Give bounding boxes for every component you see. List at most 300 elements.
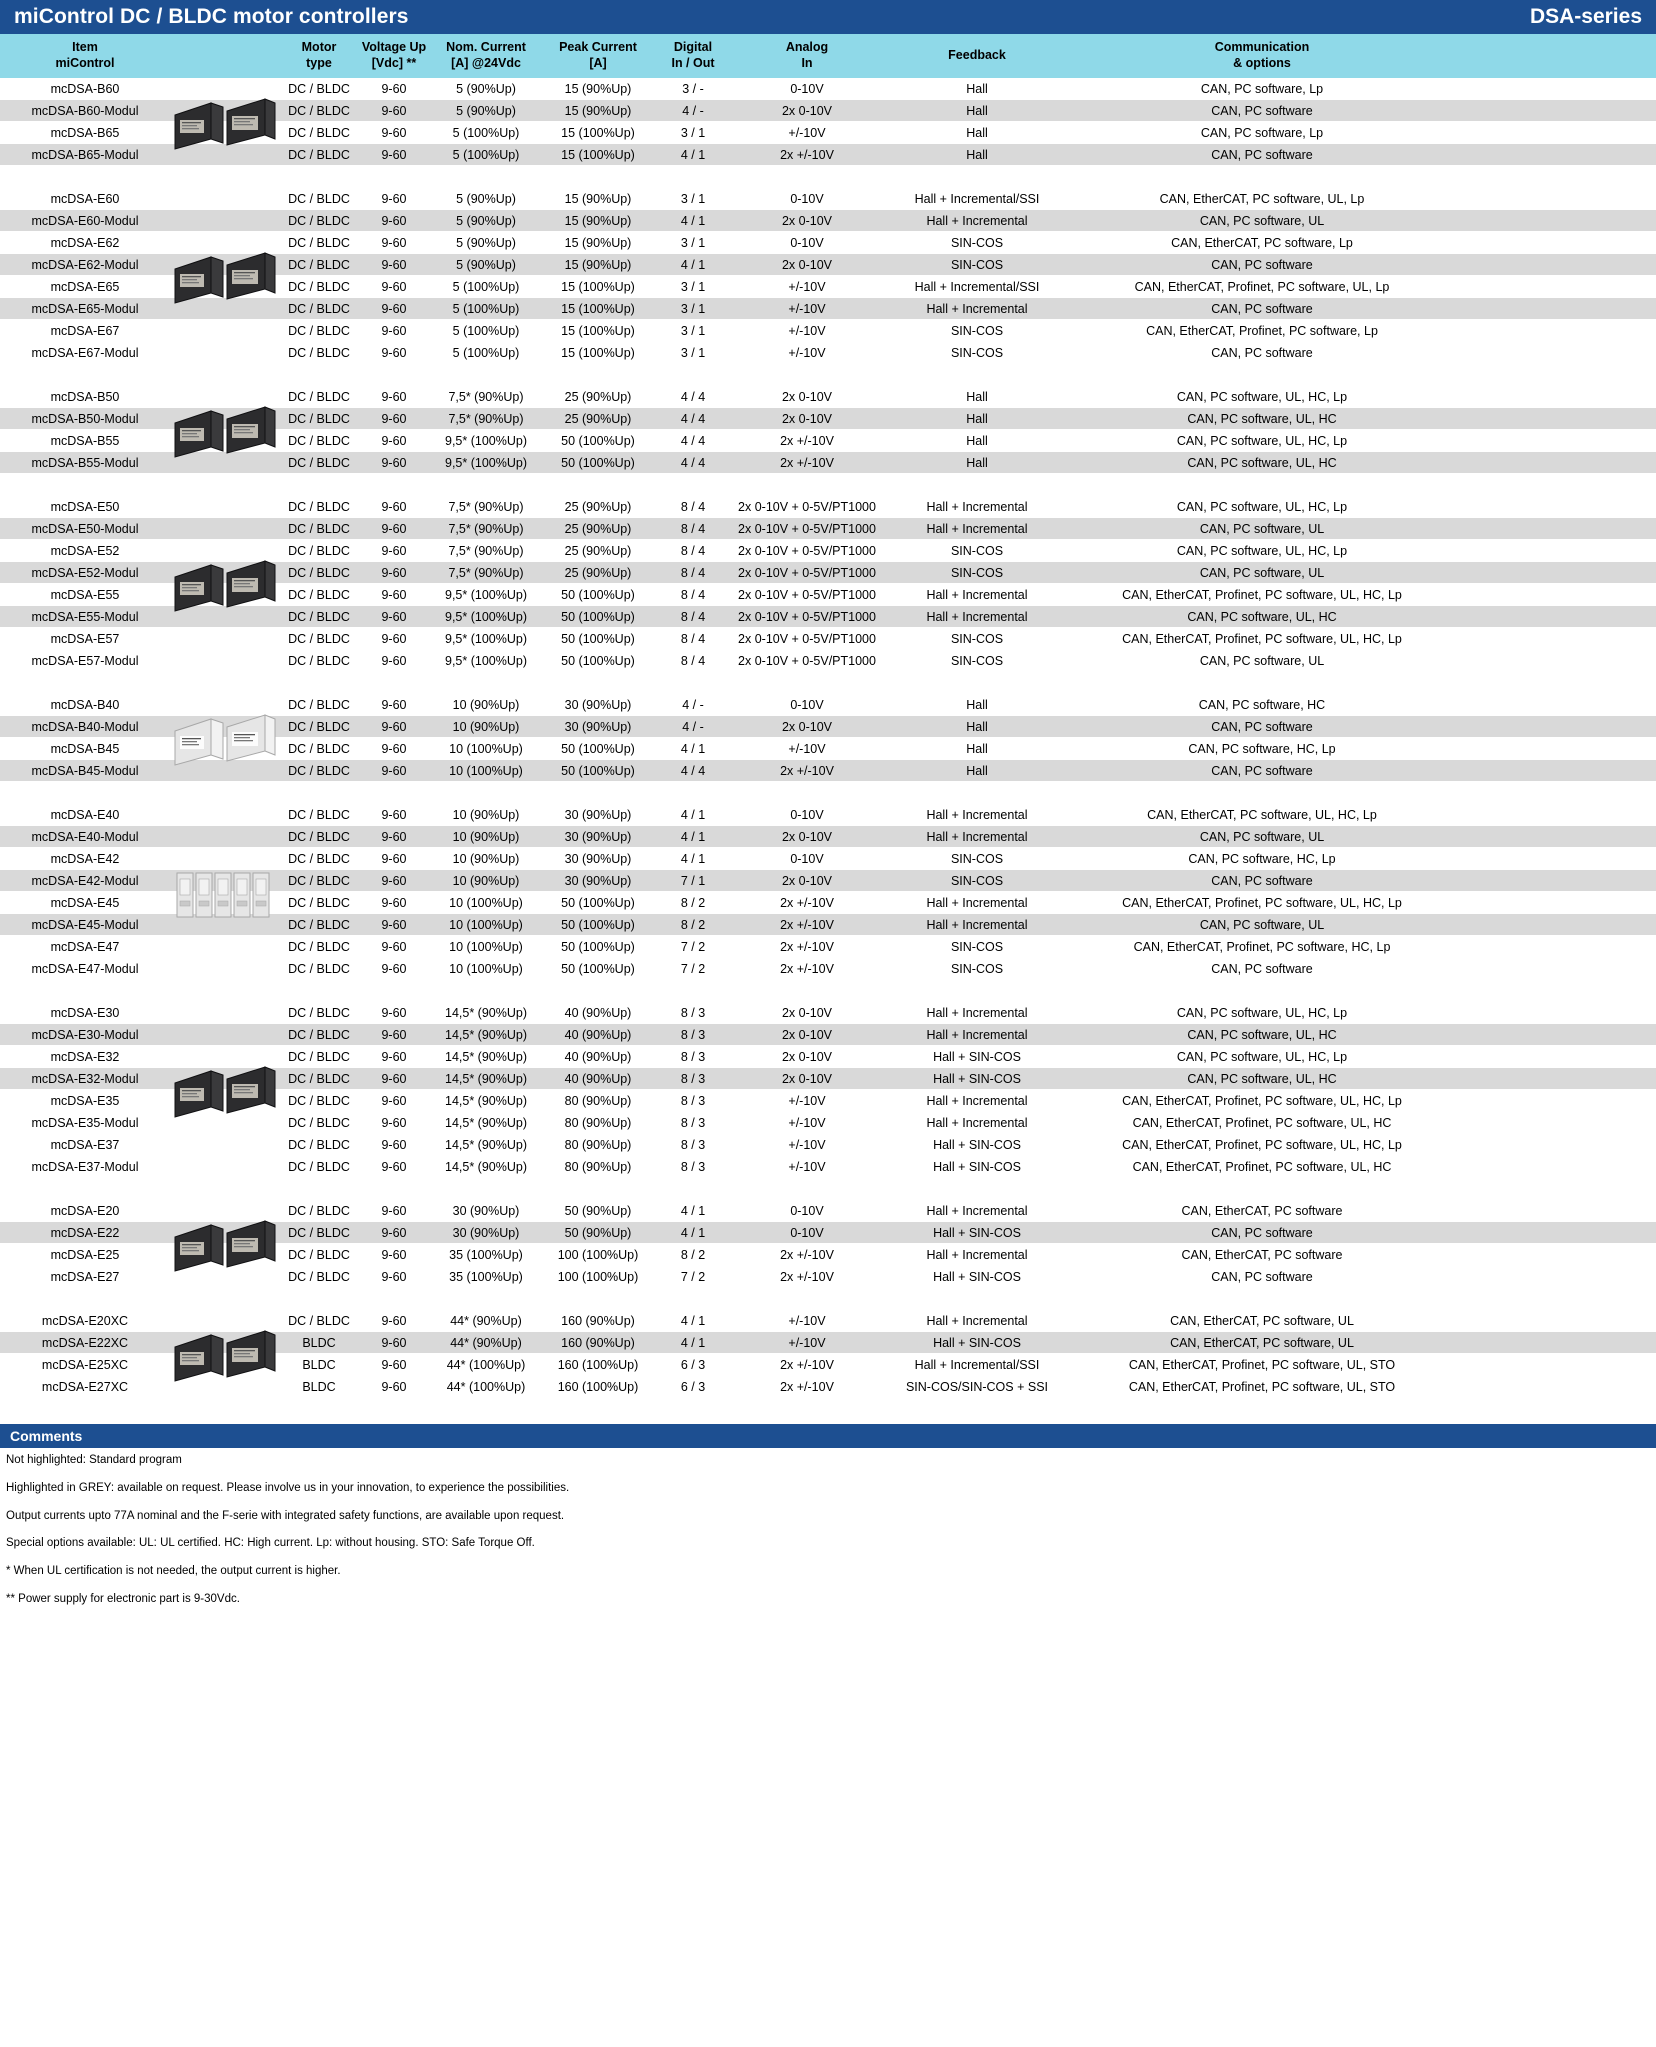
cell-feedback: Hall: [966, 147, 988, 162]
cell-feedback: Hall: [966, 81, 988, 96]
cell-digital-io: 8 / 4: [680, 631, 706, 646]
cell-digital-io: 4 / 1: [680, 257, 706, 272]
table-row[interactable]: [0, 408, 1656, 430]
cell-product-image-slot: [170, 694, 280, 715]
cell-motor-type: DC / BLDC: [288, 697, 350, 712]
cell-feedback: Hall + SIN-COS: [933, 1049, 1021, 1064]
table-row[interactable]: [0, 518, 1656, 540]
cell-communication: CAN, PC software, UL, HC, Lp: [1176, 543, 1348, 558]
group-separator: [0, 1288, 1656, 1310]
cell-communication: CAN, EtherCAT, Profinet, PC software, HC, Lp: [1133, 939, 1391, 954]
cell-voltage: 9-60: [381, 543, 407, 558]
cell-item-name: mcDSA-B50-Modul: [31, 411, 139, 426]
cell-digital-io: 4 / -: [682, 103, 704, 118]
cell-voltage: 9-60: [381, 763, 407, 778]
cell-communication: CAN, PC software, Lp: [1200, 125, 1324, 140]
cell-communication: CAN, PC software: [1211, 1225, 1313, 1240]
cell-product-image-slot: [170, 1134, 280, 1155]
cell-peak-current: 50 (100%Up): [561, 895, 635, 910]
table-row[interactable]: [0, 78, 1656, 100]
cell-communication: CAN, PC software, UL, HC, Lp: [1176, 1049, 1348, 1064]
cell-nominal-current: 14,5* (90%Up): [445, 1115, 527, 1130]
cell-nominal-current: 7,5* (90%Up): [448, 389, 524, 404]
cell-feedback: Hall + SIN-COS: [933, 1269, 1021, 1284]
cell-feedback: Hall + Incremental: [926, 499, 1028, 514]
cell-analog-in: 2x +/-10V: [780, 433, 834, 448]
cell-item-name: mcDSA-E62-Modul: [31, 257, 139, 272]
cell-motor-type: DC / BLDC: [288, 1203, 350, 1218]
cell-digital-io: 3 / 1: [680, 323, 706, 338]
cell-voltage: 9-60: [381, 697, 407, 712]
cell-communication: CAN, EtherCAT, PC software: [1181, 1203, 1343, 1218]
cell-analog-in: +/-10V: [788, 1335, 826, 1350]
cell-item-name: mcDSA-E35: [50, 1093, 120, 1108]
cell-motor-type: BLDC: [302, 1357, 336, 1372]
cell-digital-io: 8 / 3: [680, 1027, 706, 1042]
cell-nominal-current: 5 (100%Up): [452, 345, 520, 360]
cell-feedback: SIN-COS: [950, 257, 1004, 272]
table-row[interactable]: [0, 760, 1656, 782]
cell-feedback: Hall: [966, 125, 988, 140]
cell-motor-type: DC / BLDC: [288, 631, 350, 646]
cell-digital-io: 4 / 4: [680, 389, 706, 404]
cell-product-image-slot: [170, 452, 280, 473]
comment-line: Special options available: UL: UL certified. HC: High current. Lp: without housing. STO: Safe Torque Off.: [6, 1537, 535, 1550]
table-row[interactable]: [0, 716, 1656, 738]
cell-peak-current: 80 (90%Up): [564, 1093, 632, 1108]
table-row[interactable]: [0, 386, 1656, 408]
table-row[interactable]: [0, 562, 1656, 584]
cell-feedback: Hall + Incremental/SSI: [914, 191, 1040, 206]
comments-header: Comments: [0, 1424, 1656, 1448]
cell-voltage: 9-60: [381, 345, 407, 360]
cell-feedback: SIN-COS: [950, 345, 1004, 360]
cell-motor-type: DC / BLDC: [288, 455, 350, 470]
cell-communication: CAN, PC software, UL, HC, Lp: [1176, 433, 1348, 448]
cell-communication: CAN, PC software, UL: [1199, 829, 1325, 844]
cell-product-image-slot: [170, 936, 280, 957]
cell-analog-in: +/-10V: [788, 301, 826, 316]
cell-peak-current: 100 (100%Up): [557, 1247, 639, 1262]
cell-nominal-current: 10 (100%Up): [449, 895, 523, 910]
table-row[interactable]: [0, 826, 1656, 848]
cell-peak-current: 15 (100%Up): [561, 345, 635, 360]
cell-analog-in: 2x 0-10V + 0-5V/PT1000: [738, 631, 876, 646]
cell-voltage: 9-60: [381, 1049, 407, 1064]
cell-nominal-current: 10 (90%Up): [452, 873, 520, 888]
cell-digital-io: 8 / 4: [680, 543, 706, 558]
cell-nominal-current: 5 (100%Up): [452, 279, 520, 294]
cell-analog-in: 2x 0-10V: [781, 1005, 833, 1020]
table-row[interactable]: [0, 1046, 1656, 1068]
cell-motor-type: DC / BLDC: [288, 323, 350, 338]
cell-nominal-current: 9,5* (100%Up): [445, 609, 527, 624]
cell-analog-in: +/-10V: [788, 741, 826, 756]
table-row[interactable]: [0, 628, 1656, 650]
table-row[interactable]: [0, 606, 1656, 628]
cell-nominal-current: 7,5* (90%Up): [448, 499, 524, 514]
cell-feedback: Hall + Incremental: [926, 1115, 1028, 1130]
table-row[interactable]: [0, 1002, 1656, 1024]
cell-motor-type: DC / BLDC: [288, 1269, 350, 1284]
series-badge: DSA-series: [1529, 5, 1642, 28]
cell-feedback: SIN-COS: [950, 939, 1004, 954]
cell-digital-io: 4 / 1: [680, 851, 706, 866]
cell-peak-current: 40 (90%Up): [564, 1071, 632, 1086]
cell-product-image-slot: [170, 760, 280, 781]
cell-communication: CAN, EtherCAT, Profinet, PC software, UL, STO: [1128, 1379, 1396, 1394]
cell-analog-in: 2x +/-10V: [780, 961, 834, 976]
cell-digital-io: 8 / 4: [680, 499, 706, 514]
table-row[interactable]: [0, 298, 1656, 320]
cell-peak-current: 50 (100%Up): [561, 631, 635, 646]
cell-feedback: Hall: [966, 455, 988, 470]
table-row[interactable]: [0, 452, 1656, 474]
cell-peak-current: 50 (100%Up): [561, 609, 635, 624]
table-row[interactable]: [0, 1222, 1656, 1244]
cell-communication: CAN, EtherCAT, Profinet, PC software, Lp: [1146, 323, 1378, 338]
product-group: [0, 1200, 1656, 1288]
cell-analog-in: +/-10V: [788, 345, 826, 360]
cell-product-image-slot: [170, 78, 280, 99]
cell-digital-io: 4 / 1: [680, 1313, 706, 1328]
cell-communication: CAN, PC software: [1211, 345, 1313, 360]
cell-item-name: mcDSA-E40-Modul: [31, 829, 139, 844]
cell-item-name: mcDSA-E60-Modul: [31, 213, 139, 228]
table-row[interactable]: [0, 496, 1656, 518]
cell-communication: CAN, PC software, UL, HC: [1187, 455, 1337, 470]
table-row[interactable]: [0, 1200, 1656, 1222]
table-row[interactable]: [0, 1310, 1656, 1332]
cell-feedback: SIN-COS: [950, 543, 1004, 558]
table-row[interactable]: [0, 232, 1656, 254]
cell-item-name: mcDSA-E52-Modul: [31, 565, 139, 580]
cell-item-name: mcDSA-E40: [50, 807, 120, 822]
cell-product-image-slot: [170, 1266, 280, 1287]
cell-item-name: mcDSA-E42: [50, 851, 120, 866]
cell-motor-type: DC / BLDC: [288, 543, 350, 558]
cell-peak-current: 50 (100%Up): [561, 939, 635, 954]
cell-voltage: 9-60: [381, 411, 407, 426]
cell-communication: CAN, PC software, UL, HC: [1187, 1027, 1337, 1042]
cell-product-image-slot: [170, 518, 280, 539]
cell-feedback: SIN-COS: [950, 565, 1004, 580]
cell-communication: CAN, PC software, UL, HC: [1187, 1071, 1337, 1086]
group-separator: [0, 1398, 1656, 1420]
cell-product-image-slot: [170, 914, 280, 935]
cell-communication: CAN, EtherCAT, Profinet, PC software, UL, HC, Lp: [1122, 587, 1402, 602]
cell-voltage: 9-60: [381, 125, 407, 140]
cell-nominal-current: 35 (100%Up): [449, 1247, 523, 1262]
cell-peak-current: 30 (90%Up): [564, 719, 632, 734]
cell-motor-type: DC / BLDC: [288, 257, 350, 272]
cell-product-image-slot: [170, 298, 280, 319]
table-row[interactable]: [0, 1244, 1656, 1266]
cell-peak-current: 15 (100%Up): [561, 301, 635, 316]
cell-nominal-current: 44* (90%Up): [450, 1335, 522, 1350]
cell-voltage: 9-60: [381, 389, 407, 404]
cell-item-name: mcDSA-E57-Modul: [31, 653, 139, 668]
table-row[interactable]: [0, 540, 1656, 562]
cell-nominal-current: 14,5* (90%Up): [445, 1137, 527, 1152]
cell-item-name: mcDSA-E20XC: [41, 1313, 129, 1328]
cell-product-image-slot: [170, 386, 280, 407]
cell-product-image-slot: [170, 1090, 280, 1111]
column-header-communication: Communication & options: [1214, 40, 1310, 70]
cell-analog-in: +/-10V: [788, 1137, 826, 1152]
cell-peak-current: 50 (90%Up): [564, 1225, 632, 1240]
table-row[interactable]: [0, 320, 1656, 342]
table-row[interactable]: [0, 430, 1656, 452]
table-row[interactable]: [0, 1090, 1656, 1112]
cell-product-image-slot: [170, 716, 280, 737]
cell-feedback: SIN-COS: [950, 873, 1004, 888]
cell-digital-io: 4 / 1: [680, 741, 706, 756]
table-row[interactable]: [0, 914, 1656, 936]
table-row[interactable]: [0, 1112, 1656, 1134]
cell-product-image-slot: [170, 430, 280, 451]
cell-digital-io: 7 / 2: [680, 961, 706, 976]
table-row[interactable]: [0, 694, 1656, 716]
cell-motor-type: DC / BLDC: [288, 191, 350, 206]
cell-peak-current: 15 (100%Up): [561, 125, 635, 140]
table-row[interactable]: [0, 210, 1656, 232]
table-row[interactable]: [0, 584, 1656, 606]
table-row[interactable]: [0, 1134, 1656, 1156]
cell-nominal-current: 7,5* (90%Up): [448, 565, 524, 580]
cell-digital-io: 7 / 2: [680, 1269, 706, 1284]
cell-motor-type: DC / BLDC: [288, 1313, 350, 1328]
table-row[interactable]: [0, 738, 1656, 760]
table-row[interactable]: [0, 188, 1656, 210]
product-group: [0, 1002, 1656, 1178]
cell-motor-type: DC / BLDC: [288, 345, 350, 360]
cell-voltage: 9-60: [381, 1027, 407, 1042]
cell-voltage: 9-60: [381, 741, 407, 756]
cell-item-name: mcDSA-E62: [50, 235, 120, 250]
cell-nominal-current: 10 (90%Up): [452, 807, 520, 822]
cell-feedback: Hall: [966, 433, 988, 448]
cell-motor-type: DC / BLDC: [288, 301, 350, 316]
cell-communication: CAN, PC software: [1211, 873, 1313, 888]
cell-communication: CAN, PC software, UL: [1199, 213, 1325, 228]
table-row[interactable]: [0, 650, 1656, 672]
cell-voltage: 9-60: [381, 235, 407, 250]
cell-item-name: mcDSA-E57: [50, 631, 120, 646]
cell-peak-current: 15 (90%Up): [564, 81, 632, 96]
cell-communication: CAN, PC software, UL, HC: [1187, 411, 1337, 426]
cell-analog-in: +/-10V: [788, 279, 826, 294]
cell-voltage: 9-60: [381, 81, 407, 96]
cell-feedback: Hall + SIN-COS: [933, 1225, 1021, 1240]
cell-communication: CAN, PC software: [1211, 719, 1313, 734]
cell-nominal-current: 44* (100%Up): [446, 1379, 526, 1394]
cell-communication: CAN, EtherCAT, PC software, UL, HC, Lp: [1147, 807, 1377, 822]
cell-motor-type: DC / BLDC: [288, 1137, 350, 1152]
cell-item-name: mcDSA-E50-Modul: [31, 521, 139, 536]
product-group: [0, 1310, 1656, 1398]
cell-motor-type: DC / BLDC: [288, 433, 350, 448]
table-row[interactable]: [0, 276, 1656, 298]
cell-item-name: mcDSA-E47: [50, 939, 120, 954]
cell-peak-current: 50 (100%Up): [561, 455, 635, 470]
cell-peak-current: 15 (100%Up): [561, 147, 635, 162]
cell-item-name: mcDSA-B65-Modul: [31, 147, 139, 162]
cell-voltage: 9-60: [381, 103, 407, 118]
comments-body: [0, 1448, 1656, 1631]
cell-nominal-current: 14,5* (90%Up): [445, 1005, 527, 1020]
cell-item-name: mcDSA-E22XC: [41, 1335, 129, 1350]
cell-motor-type: DC / BLDC: [288, 125, 350, 140]
cell-digital-io: 4 / 1: [680, 807, 706, 822]
cell-nominal-current: 35 (100%Up): [449, 1269, 523, 1284]
column-header-voltage: Voltage Up [Vdc] **: [361, 40, 427, 70]
cell-analog-in: 0-10V: [790, 235, 824, 250]
cell-item-name: mcDSA-E37-Modul: [31, 1159, 139, 1174]
cell-voltage: 9-60: [381, 433, 407, 448]
cell-feedback: Hall + Incremental: [926, 521, 1028, 536]
cell-item-name: mcDSA-E55: [50, 587, 120, 602]
cell-nominal-current: 9,5* (100%Up): [445, 587, 527, 602]
cell-product-image-slot: [170, 1244, 280, 1265]
cell-voltage: 9-60: [381, 807, 407, 822]
column-header-analog-in: Analog In: [785, 40, 829, 70]
cell-product-image-slot: [170, 1046, 280, 1067]
table-row[interactable]: [0, 144, 1656, 166]
group-separator: [0, 1178, 1656, 1200]
cell-communication: CAN, PC software, HC, Lp: [1188, 741, 1336, 756]
cell-digital-io: 8 / 4: [680, 653, 706, 668]
table-row[interactable]: [0, 1266, 1656, 1288]
cell-motor-type: DC / BLDC: [288, 609, 350, 624]
cell-product-image-slot: [170, 1112, 280, 1133]
cell-motor-type: DC / BLDC: [288, 81, 350, 96]
table-row[interactable]: [0, 870, 1656, 892]
cell-voltage: 9-60: [381, 631, 407, 646]
cell-motor-type: DC / BLDC: [288, 213, 350, 228]
table-row[interactable]: [0, 254, 1656, 276]
cell-nominal-current: 7,5* (90%Up): [448, 543, 524, 558]
table-row[interactable]: [0, 804, 1656, 826]
cell-voltage: 9-60: [381, 1313, 407, 1328]
table-row[interactable]: [0, 342, 1656, 364]
cell-analog-in: 2x +/-10V: [780, 147, 834, 162]
cell-nominal-current: 5 (90%Up): [456, 191, 516, 206]
cell-voltage: 9-60: [381, 1379, 407, 1394]
cell-communication: CAN, PC software: [1211, 961, 1313, 976]
cell-peak-current: 15 (90%Up): [564, 191, 632, 206]
table-row[interactable]: [0, 848, 1656, 870]
cell-voltage: 9-60: [381, 1203, 407, 1218]
cell-item-name: mcDSA-E45-Modul: [31, 917, 139, 932]
cell-motor-type: DC / BLDC: [288, 521, 350, 536]
cell-analog-in: 2x 0-10V: [781, 213, 833, 228]
cell-communication: CAN, PC software, HC, Lp: [1188, 851, 1336, 866]
cell-motor-type: DC / BLDC: [288, 961, 350, 976]
cell-item-name: mcDSA-B55-Modul: [31, 455, 139, 470]
table-row[interactable]: [0, 1156, 1656, 1178]
cell-communication: CAN, PC software, UL, HC, Lp: [1176, 499, 1348, 514]
cell-communication: CAN, EtherCAT, PC software, UL, Lp: [1159, 191, 1365, 206]
cell-product-image-slot: [170, 1332, 280, 1353]
cell-analog-in: 2x 0-10V: [781, 873, 833, 888]
cell-digital-io: 4 / 1: [680, 1225, 706, 1240]
cell-communication: CAN, EtherCAT, Profinet, PC software, UL, HC: [1132, 1115, 1392, 1130]
cell-item-name: mcDSA-E25: [50, 1247, 120, 1262]
cell-digital-io: 4 / 4: [680, 411, 706, 426]
cell-digital-io: 8 / 3: [680, 1049, 706, 1064]
cell-motor-type: BLDC: [302, 1379, 336, 1394]
cell-product-image-slot: [170, 188, 280, 209]
cell-feedback: Hall + Incremental/SSI: [914, 1357, 1040, 1372]
cell-product-image-slot: [170, 1376, 280, 1397]
cell-nominal-current: 5 (100%Up): [452, 301, 520, 316]
cell-digital-io: 3 / -: [682, 81, 704, 96]
cell-digital-io: 7 / 2: [680, 939, 706, 954]
table-row[interactable]: [0, 1354, 1656, 1376]
cell-digital-io: 8 / 3: [680, 1093, 706, 1108]
cell-product-image-slot: [170, 408, 280, 429]
cell-nominal-current: 14,5* (90%Up): [445, 1027, 527, 1042]
table-row[interactable]: [0, 958, 1656, 980]
cell-communication: CAN, EtherCAT, Profinet, PC software, UL, Lp: [1134, 279, 1390, 294]
cell-peak-current: 50 (100%Up): [561, 653, 635, 668]
cell-voltage: 9-60: [381, 917, 407, 932]
cell-nominal-current: 10 (100%Up): [449, 917, 523, 932]
cell-feedback: Hall + Incremental: [926, 587, 1028, 602]
cell-digital-io: 4 / -: [682, 697, 704, 712]
cell-item-name: mcDSA-E27: [50, 1269, 120, 1284]
cell-digital-io: 8 / 4: [680, 565, 706, 580]
cell-analog-in: 2x 0-10V: [781, 389, 833, 404]
cell-peak-current: 25 (90%Up): [564, 499, 632, 514]
table-row[interactable]: [0, 1376, 1656, 1398]
cell-feedback: SIN-COS: [950, 323, 1004, 338]
cell-feedback: Hall + Incremental/SSI: [914, 279, 1040, 294]
table-row[interactable]: [0, 1024, 1656, 1046]
cell-nominal-current: 5 (100%Up): [452, 147, 520, 162]
cell-peak-current: 15 (90%Up): [564, 257, 632, 272]
cell-peak-current: 80 (90%Up): [564, 1115, 632, 1130]
cell-item-name: mcDSA-E50: [50, 499, 120, 514]
cell-peak-current: 50 (100%Up): [561, 763, 635, 778]
comment-line: ** Power supply for electronic part is 9-30Vdc.: [6, 1592, 240, 1605]
table-row[interactable]: [0, 1332, 1656, 1354]
cell-analog-in: 2x 0-10V + 0-5V/PT1000: [738, 499, 876, 514]
cell-voltage: 9-60: [381, 1137, 407, 1152]
cell-nominal-current: 14,5* (90%Up): [445, 1049, 527, 1064]
cell-analog-in: 0-10V: [790, 807, 824, 822]
cell-motor-type: DC / BLDC: [288, 499, 350, 514]
cell-feedback: Hall + Incremental: [926, 917, 1028, 932]
cell-item-name: mcDSA-B50: [50, 389, 120, 404]
cell-voltage: 9-60: [381, 1159, 407, 1174]
cell-digital-io: 8 / 3: [680, 1137, 706, 1152]
cell-motor-type: DC / BLDC: [288, 411, 350, 426]
cell-item-name: mcDSA-E20: [50, 1203, 120, 1218]
table-row[interactable]: [0, 892, 1656, 914]
table-row[interactable]: [0, 936, 1656, 958]
cell-motor-type: DC / BLDC: [288, 1093, 350, 1108]
cell-feedback: Hall + Incremental: [926, 213, 1028, 228]
table-row[interactable]: [0, 122, 1656, 144]
table-row[interactable]: [0, 1068, 1656, 1090]
cell-motor-type: DC / BLDC: [288, 1027, 350, 1042]
column-header-motor-type: Motor type: [301, 40, 337, 70]
cell-communication: CAN, PC software: [1211, 763, 1313, 778]
cell-voltage: 9-60: [381, 1247, 407, 1262]
table-row[interactable]: [0, 100, 1656, 122]
